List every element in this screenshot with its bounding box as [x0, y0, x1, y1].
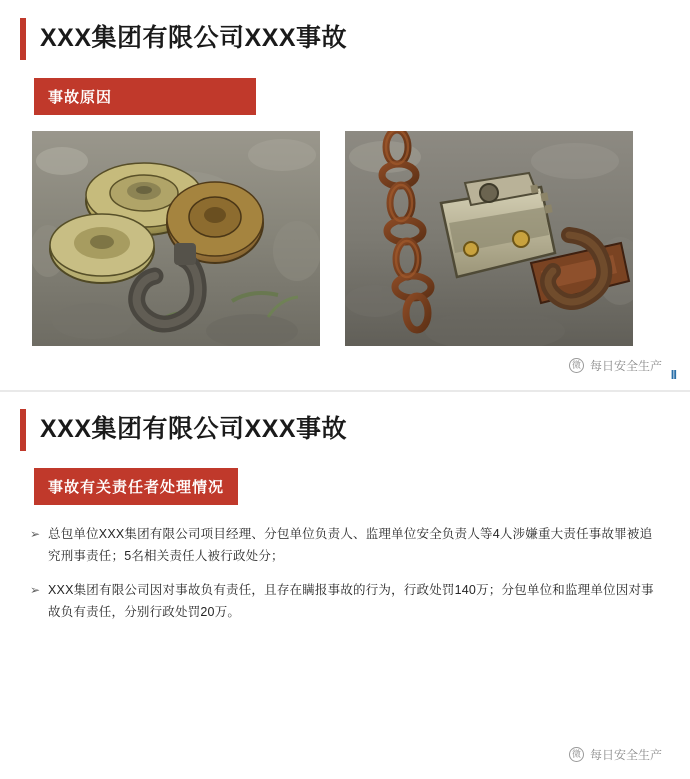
title-accent-bar-2 [20, 409, 26, 451]
photo-broken-block [345, 131, 633, 346]
bullet-list [0, 523, 690, 623]
title-accent-bar [20, 18, 26, 60]
list-item-text: 总包单位XXX集团有限公司项目经理、分包单位负责人、监理单位安全负责人等4人涉嫌重大责任事故罪被追究刑事责任；5名相关责任人被行政处分； [48, 527, 653, 563]
footer-brand-1 [569, 357, 662, 374]
list-item [30, 523, 660, 567]
footer-brand-2 [569, 746, 662, 763]
photo-gallery [0, 131, 690, 346]
slide-pager-1: II [670, 367, 676, 382]
slide-2-title-row [0, 392, 690, 468]
page-title-2: XXX集团有限公司XXX事故 [40, 415, 348, 444]
list-item [30, 579, 660, 623]
slide-1-title-row [0, 0, 690, 78]
bullet-arrow-icon: ➢ [30, 583, 41, 597]
wechat-brand-icon: 微 [569, 747, 584, 762]
list-item-text: XXX集团有限公司因对事故负有责任，且存在瞒报事故的行为，行政处罚140万；分包单位和监理单位因对事故负有责任，分别行政处罚20万。 [48, 583, 654, 619]
footer-brand-label: 每日安全生产 [589, 748, 662, 762]
wechat-brand-icon: 微 [569, 358, 584, 373]
bullet-arrow-icon: ➢ [30, 527, 41, 541]
photo-damaged-hook [32, 131, 320, 346]
broken-lifting-block-with-chain-photo [345, 131, 633, 346]
slide-1-section [0, 78, 690, 115]
slide-2-section [0, 468, 690, 505]
footer-brand-label: 每日安全生产 [589, 359, 662, 373]
damaged-hook-and-pulley-sheaves-photo [32, 131, 320, 346]
section-label-cause: 事故原因 [34, 78, 256, 115]
page-title: XXX集团有限公司XXX事故 [40, 24, 348, 53]
slide-2 [0, 392, 690, 779]
section-label-responsibility: 事故有关责任者处理情况 [34, 468, 238, 505]
